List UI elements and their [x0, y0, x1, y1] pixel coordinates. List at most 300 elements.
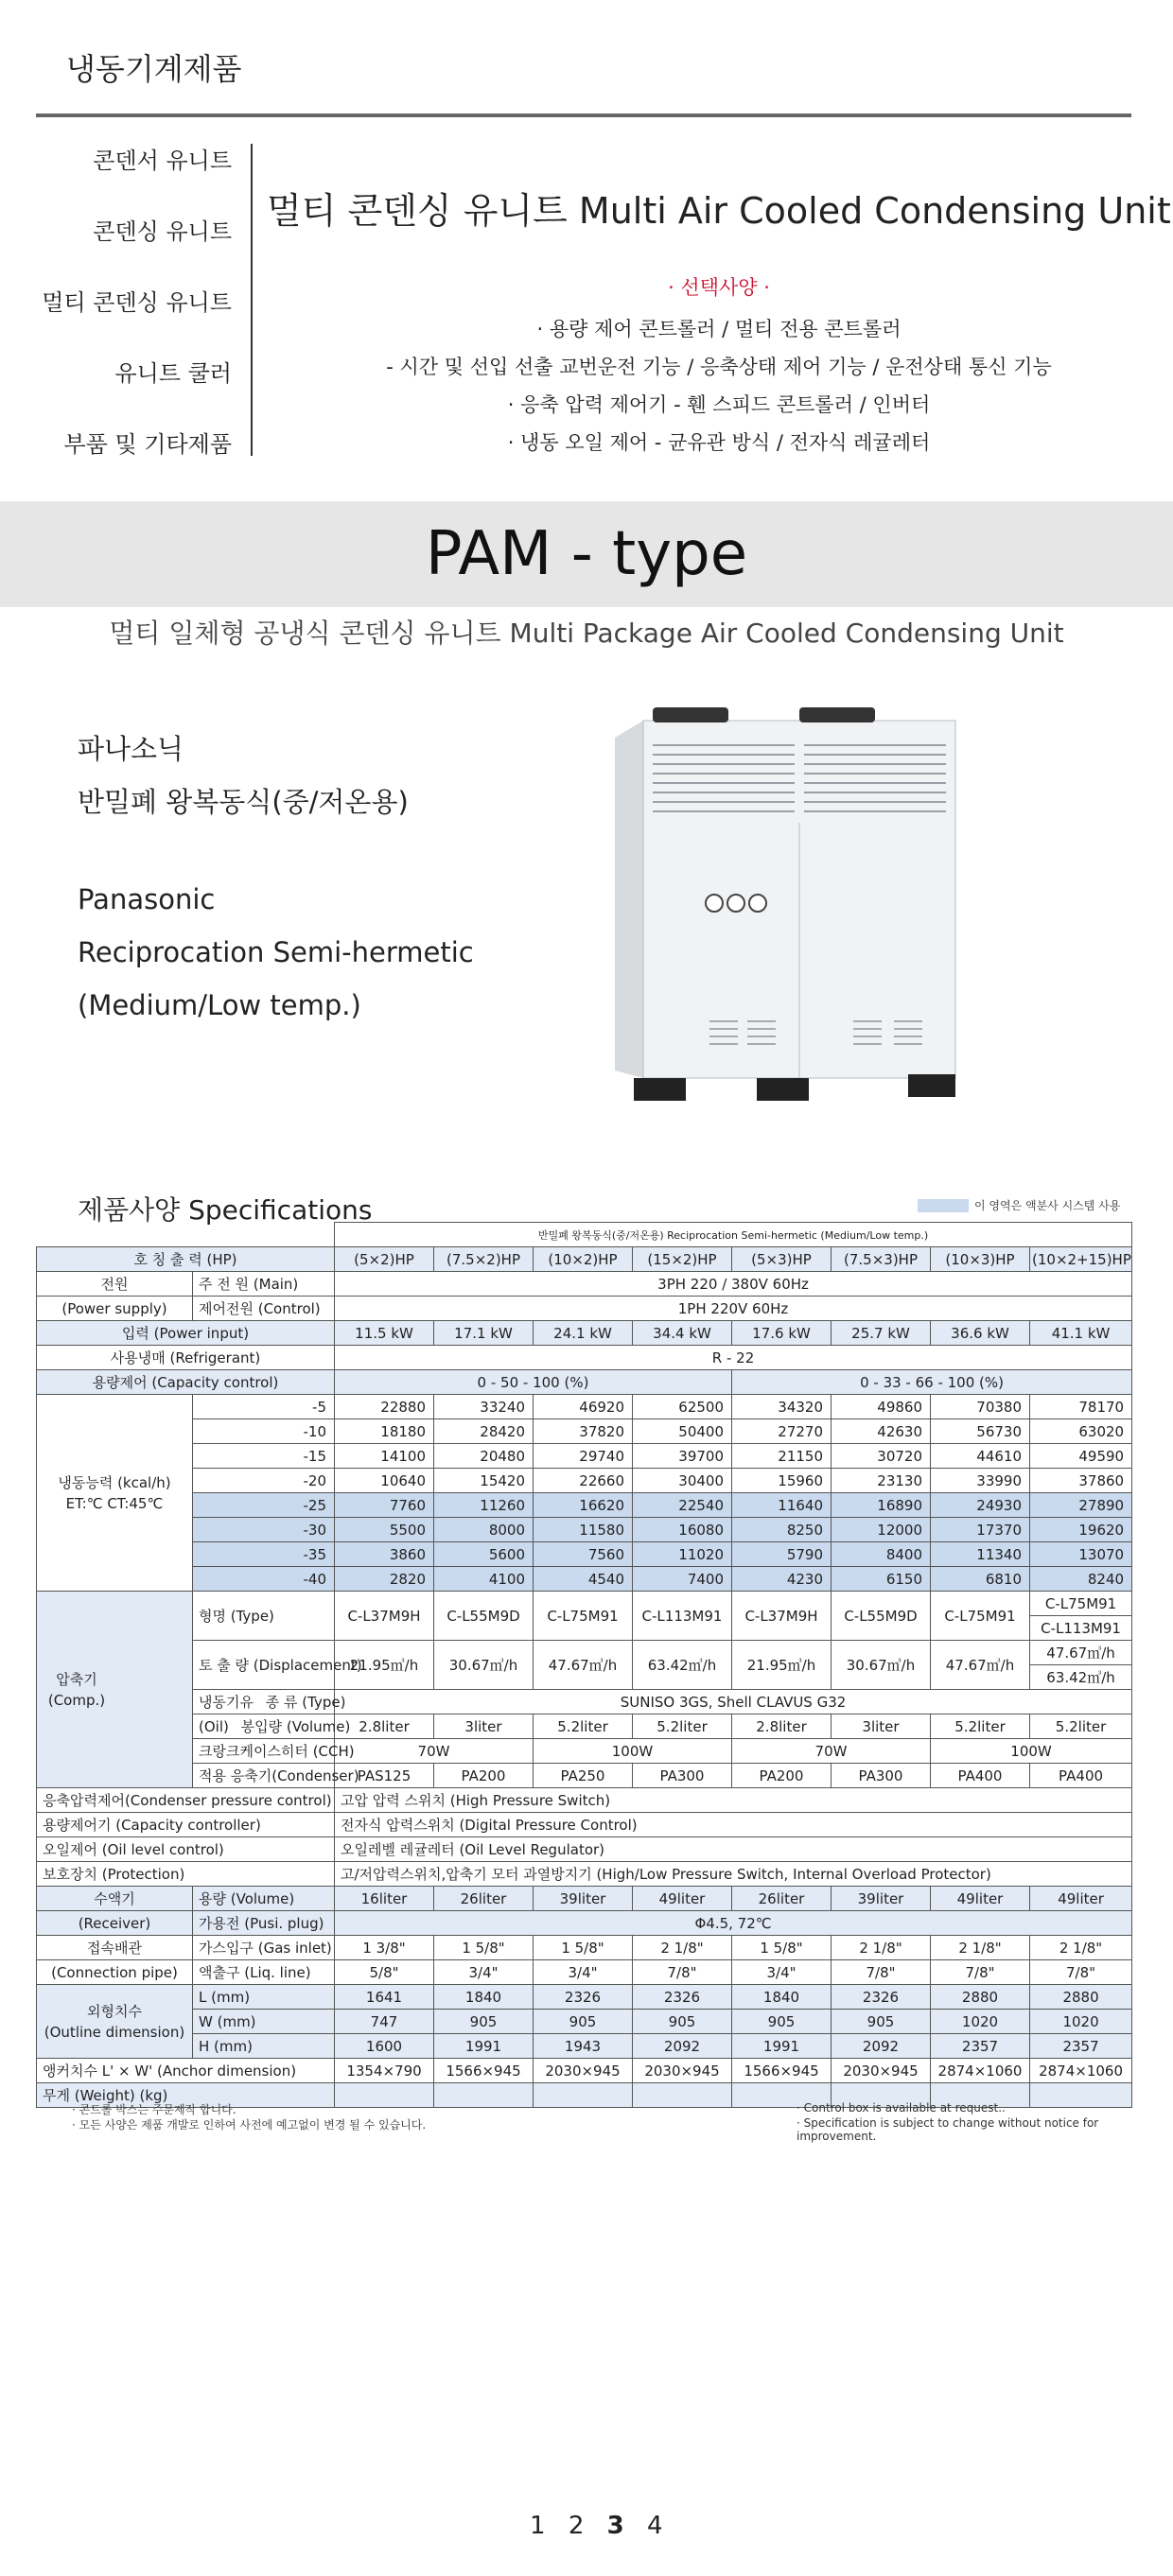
cell: 7/8" — [931, 1960, 1030, 1985]
product-title: 멀티 콘덴싱 유니트 Multi Air Cooled Condensing Unit — [267, 190, 1171, 232]
cell: 2326 — [534, 1985, 633, 2010]
cell: 50400 — [633, 1419, 732, 1444]
nav-item-unit-cooler[interactable]: 유니트 쿨러 — [114, 360, 232, 387]
table-row — [37, 2034, 1132, 2059]
table-row — [37, 1493, 1132, 1518]
cell: 6150 — [832, 1567, 931, 1592]
cell: 1 3/8" — [335, 1936, 434, 1960]
row-label: W (mm) — [193, 2010, 335, 2034]
cell: C-L113M91 — [633, 1592, 732, 1641]
cell: 5.2liter — [1030, 1714, 1132, 1739]
cell: (5×2)HP — [335, 1247, 434, 1272]
cell: 8400 — [832, 1542, 931, 1567]
cell: 15960 — [732, 1469, 832, 1493]
cell: 63020 — [1030, 1419, 1132, 1444]
cell: 47.67㎥/h — [534, 1641, 633, 1690]
cell: 905 — [633, 2010, 732, 2034]
cell: 3liter — [832, 1714, 931, 1739]
capacity-condition: ET:℃ CT:45℃ — [65, 1494, 164, 1512]
cell: PA300 — [633, 1764, 732, 1788]
cell: 22540 — [633, 1493, 732, 1518]
cell: 16liter — [335, 1887, 434, 1911]
cell: (10×2+15)HP — [1030, 1247, 1132, 1272]
cell: 70W — [335, 1739, 534, 1764]
row-label: (Power supply) — [37, 1297, 193, 1321]
et-label: -35 — [193, 1542, 335, 1567]
cell: 70W — [732, 1739, 931, 1764]
et-label: -40 — [193, 1567, 335, 1592]
cell: 3/4" — [534, 1960, 633, 1985]
table-row — [37, 1592, 1132, 1616]
cell: 1840 — [434, 1985, 534, 2010]
cell: 11.5 kW — [335, 1321, 434, 1346]
cell: 24.1 kW — [534, 1321, 633, 1346]
row-label: (Receiver) — [37, 1911, 193, 1936]
cell: 6810 — [931, 1567, 1030, 1592]
cell: 전자식 압력스위치 (Digital Pressure Control) — [335, 1813, 1132, 1837]
row-label: 가스입구 (Gas inlet) — [193, 1936, 335, 1960]
cell: (10×3)HP — [931, 1247, 1030, 1272]
pagination — [526, 2512, 671, 2540]
cell: 905 — [534, 2010, 633, 2034]
cell: 37860 — [1030, 1469, 1132, 1493]
cell: 1 5/8" — [732, 1936, 832, 1960]
capacity-label: 냉동능력 (kcal/h) — [58, 1473, 171, 1491]
cell: 1354×790 — [335, 2059, 434, 2083]
cell: C-L75M91 — [534, 1592, 633, 1641]
cell: 2357 — [1030, 2034, 1132, 2059]
cell: 2880 — [1030, 1985, 1132, 2010]
table-row — [37, 2010, 1132, 2034]
oil-label: 냉동기유 — [199, 1694, 254, 1711]
cell: 2357 — [931, 2034, 1030, 2059]
cell: 44610 — [931, 1444, 1030, 1469]
cell: 1566×945 — [732, 2059, 832, 2083]
table-row — [37, 1641, 1132, 1665]
oil-label-en: (Oil) — [199, 1718, 229, 1735]
cell: C-L75M91 — [1030, 1592, 1132, 1616]
cell: 21150 — [732, 1444, 832, 1469]
cell: 1PH 220V 60Hz — [335, 1297, 1132, 1321]
side-nav — [38, 142, 232, 496]
cell: 46920 — [534, 1395, 633, 1419]
comp-label-en: (Comp.) — [47, 1691, 106, 1709]
cell: 7760 — [335, 1493, 434, 1518]
cell: 7560 — [534, 1542, 633, 1567]
cell: 49liter — [633, 1887, 732, 1911]
row-label: 사용냉매 (Refrigerant) — [37, 1346, 335, 1370]
cell: 2 1/8" — [931, 1936, 1030, 1960]
cell: 3860 — [335, 1542, 434, 1567]
cell: 37820 — [534, 1419, 633, 1444]
et-label: -15 — [193, 1444, 335, 1469]
table-corner — [37, 1223, 335, 1247]
cell: 11020 — [633, 1542, 732, 1567]
cell: 5.2liter — [633, 1714, 732, 1739]
cell: 1566×945 — [434, 2059, 534, 2083]
cell: 23130 — [832, 1469, 931, 1493]
maker-en-desc-temp: (Medium/Low temp.) — [78, 989, 361, 1021]
table-row — [37, 1960, 1132, 1985]
row-label — [193, 1714, 351, 1739]
maker-en-name: Panasonic — [78, 883, 216, 915]
nav-item-parts[interactable]: 부품 및 기타제품 — [63, 431, 232, 458]
cell: (10×2)HP — [534, 1247, 633, 1272]
row-label: L (mm) — [193, 1985, 335, 2010]
model-band — [0, 501, 1173, 607]
cell: C-L37M9H — [732, 1592, 832, 1641]
footnote-en-2: · Specification is subject to change without notice for improvement. — [797, 2116, 1099, 2143]
option-line: - 시간 및 선입 선출 교번운전 기능 / 응축상태 제어 기능 / 운전상태 통신 기능 — [386, 356, 1052, 378]
et-label: -20 — [193, 1469, 335, 1493]
cell: 4540 — [534, 1567, 633, 1592]
cell: 1840 — [732, 1985, 832, 2010]
nav-item-condenser-unit[interactable]: 콘덴서 유니트 — [93, 148, 232, 174]
cell: 29740 — [534, 1444, 633, 1469]
cell: 2092 — [633, 2034, 732, 2059]
cell: 21.95㎥/h — [335, 1641, 434, 1690]
cell: 70380 — [931, 1395, 1030, 1419]
cell: 27890 — [1030, 1493, 1132, 1518]
footnote-kr-2: · 모든 사양은 제품 개발로 인하여 사전에 예고없이 변경 될 수 있습니다. — [72, 2118, 427, 2132]
cell: 3/4" — [434, 1960, 534, 1985]
table-row — [37, 1911, 1132, 1936]
cell: 1991 — [732, 2034, 832, 2059]
et-label: -5 — [193, 1395, 335, 1419]
cell: 2030×945 — [633, 2059, 732, 2083]
cell: 47.67㎥/h — [931, 1641, 1030, 1690]
cell: 30.67㎥/h — [434, 1641, 534, 1690]
row-label: 무게 (Weight) (kg) — [37, 2083, 335, 2108]
cell — [534, 2083, 633, 2108]
cell: 56730 — [931, 1419, 1030, 1444]
table-row — [37, 1862, 1132, 1887]
cell: 49liter — [1030, 1887, 1132, 1911]
cell: C-L55M9D — [832, 1592, 931, 1641]
cell: 16890 — [832, 1493, 931, 1518]
cell: C-L55M9D — [434, 1592, 534, 1641]
et-label: -25 — [193, 1493, 335, 1518]
cell: 17370 — [931, 1518, 1030, 1542]
row-label: 용량제어 (Capacity control) — [37, 1370, 335, 1395]
table-row — [37, 1444, 1132, 1469]
cell: 22660 — [534, 1469, 633, 1493]
cell: 0 - 33 - 66 - 100 (%) — [732, 1370, 1132, 1395]
cell: 63.42㎥/h — [633, 1641, 732, 1690]
table-row — [37, 1370, 1132, 1395]
cell: 오일레벨 레귤레터 (Oil Level Regulator) — [335, 1837, 1132, 1862]
cell: 4230 — [732, 1567, 832, 1592]
cell: 41.1 kW — [1030, 1321, 1132, 1346]
cell: Φ4.5, 72℃ — [335, 1911, 1132, 1936]
option-line: · 냉동 오일 제어 - 균유관 방식 / 전자식 레귤레터 — [507, 431, 931, 454]
cell: 2 1/8" — [1030, 1936, 1132, 1960]
cell: 47.67㎥/h — [1030, 1641, 1132, 1665]
cell: 14100 — [335, 1444, 434, 1469]
cell: PA200 — [434, 1764, 534, 1788]
cell: 21.95㎥/h — [732, 1641, 832, 1690]
legend-swatch — [918, 1199, 969, 1212]
cell: 5.2liter — [534, 1714, 633, 1739]
cell: 5500 — [335, 1518, 434, 1542]
cell: 11580 — [534, 1518, 633, 1542]
cell: 30.67㎥/h — [832, 1641, 931, 1690]
cell: 16620 — [534, 1493, 633, 1518]
cell: 30720 — [832, 1444, 931, 1469]
row-label: 적용 응축기(Condenser) — [193, 1764, 335, 1788]
cell: PA300 — [832, 1764, 931, 1788]
nav-item-multi-condensing-unit[interactable]: 멀티 콘덴싱 유니트 — [42, 289, 232, 316]
cell: 49liter — [931, 1887, 1030, 1911]
cell: SUNISO 3GS, Shell CLAVUS G32 — [335, 1690, 1132, 1714]
cell: 7/8" — [633, 1960, 732, 1985]
cell: 5600 — [434, 1542, 534, 1567]
options-list — [369, 272, 1069, 461]
cell: 26liter — [434, 1887, 534, 1911]
cell: 22880 — [335, 1395, 434, 1419]
cell: 고/저압력스위치,압축기 모터 과열방지기 (High/Low Pressure Switch, Internal Overload Protector) — [335, 1862, 1132, 1887]
page-link-4[interactable]: 4 — [646, 2512, 667, 2540]
cell: 2 1/8" — [832, 1936, 931, 1960]
cell: 15420 — [434, 1469, 534, 1493]
cell: 1 5/8" — [434, 1936, 534, 1960]
cell: 12000 — [832, 1518, 931, 1542]
oil-type-label: 종 류 (Type) — [265, 1694, 346, 1711]
row-label: 수액기 — [37, 1887, 193, 1911]
table-row — [37, 1764, 1132, 1788]
cell: 11260 — [434, 1493, 534, 1518]
row-label: 주 전 원 (Main) — [193, 1272, 335, 1297]
cell — [335, 2083, 434, 2108]
cell: 78170 — [1030, 1395, 1132, 1419]
cell: PA250 — [534, 1764, 633, 1788]
row-label: H (mm) — [193, 2034, 335, 2059]
table-row — [37, 1346, 1132, 1370]
row-label: 호 칭 출 력 (HP) — [37, 1247, 335, 1272]
et-label: -30 — [193, 1518, 335, 1542]
table-row — [37, 1739, 1132, 1764]
cell: 1991 — [434, 2034, 534, 2059]
cell: C-L37M9H — [335, 1592, 434, 1641]
cell: 8240 — [1030, 1567, 1132, 1592]
row-label: (Connection pipe) — [37, 1960, 193, 1985]
comp-label: 압축기 — [56, 1670, 97, 1688]
cell: 7400 — [633, 1567, 732, 1592]
cell: 1 5/8" — [534, 1936, 633, 1960]
table-row — [37, 1518, 1132, 1542]
option-line: · 응축 압력 제어기 - 휀 스피드 콘트롤러 / 인버터 — [507, 393, 931, 416]
cell: (15×2)HP — [633, 1247, 732, 1272]
cell: 30400 — [633, 1469, 732, 1493]
table-row — [37, 1542, 1132, 1567]
spec-heading: 제품사양 Specifications — [78, 1194, 373, 1226]
table-row — [37, 1788, 1132, 1813]
spec-table — [36, 1222, 1132, 2108]
cell: 8000 — [434, 1518, 534, 1542]
footnote-kr-1: · 콘트롤 박스는 주문제작 합니다. — [72, 2103, 236, 2116]
cell: 2820 — [335, 1567, 434, 1592]
cell: 905 — [434, 2010, 534, 2034]
cell: PA400 — [931, 1764, 1030, 1788]
cell: 7/8" — [832, 1960, 931, 1985]
cell — [1030, 2083, 1132, 2108]
cell: 26liter — [732, 1887, 832, 1911]
row-label: 응축압력제어(Condenser pressure control) — [37, 1788, 335, 1813]
table-row — [37, 1247, 1132, 1272]
oil-volume-label: 봉입량 (Volume) — [240, 1718, 351, 1735]
table-row — [37, 1272, 1132, 1297]
cell: 8250 — [732, 1518, 832, 1542]
row-label: 토 출 량 (Displacement) — [193, 1641, 335, 1690]
table-row — [37, 2059, 1132, 2083]
cell: 2874×1060 — [931, 2059, 1030, 2083]
cell: 7/8" — [1030, 1960, 1132, 1985]
cell: (7.5×3)HP — [832, 1247, 931, 1272]
cell: 고압 압력 스위치 (High Pressure Switch) — [335, 1788, 1132, 1813]
compressor-type-header: 반밀폐 왕복동식(중/저온용) Reciprocation Semi-hermetic (Medium/Low temp.) — [335, 1223, 1132, 1247]
cell: 28420 — [434, 1419, 534, 1444]
row-label: 오일제어 (Oil level control) — [37, 1837, 335, 1862]
table-row — [37, 1469, 1132, 1493]
maker-en-desc: Reciprocation Semi-hermetic — [78, 936, 474, 968]
cell: 2874×1060 — [1030, 2059, 1132, 2083]
cell: 1020 — [1030, 2010, 1132, 2034]
cell: 2326 — [633, 1985, 732, 2010]
cell: 1600 — [335, 2034, 434, 2059]
cell: 2092 — [832, 2034, 931, 2059]
cell: 10640 — [335, 1469, 434, 1493]
table-row — [37, 1887, 1132, 1911]
cell: 905 — [832, 2010, 931, 2034]
table-row — [37, 1714, 1132, 1739]
cell: 25.7 kW — [832, 1321, 931, 1346]
cell: 20480 — [434, 1444, 534, 1469]
row-label — [37, 1985, 193, 2059]
cell: (7.5×2)HP — [434, 1247, 534, 1272]
cell: 49860 — [832, 1395, 931, 1419]
cell — [434, 2083, 534, 2108]
cell: 2030×945 — [832, 2059, 931, 2083]
cell: 33990 — [931, 1469, 1030, 1493]
cell: 24930 — [931, 1493, 1030, 1518]
nav-divider — [251, 144, 253, 456]
row-label: 보호장치 (Protection) — [37, 1862, 335, 1887]
cell: 3liter — [434, 1714, 534, 1739]
cell: (5×3)HP — [732, 1247, 832, 1272]
page-link-1[interactable]: 1 — [530, 2512, 550, 2540]
maker-kr-desc: 반밀폐 왕복동식(중/저온용) — [78, 786, 409, 818]
table-row — [37, 1297, 1132, 1321]
cell: 39700 — [633, 1444, 732, 1469]
page-link-3-current[interactable]: 3 — [606, 2512, 628, 2540]
cell: 33240 — [434, 1395, 534, 1419]
cell: 63.42㎥/h — [1030, 1665, 1132, 1690]
row-label: 전원 — [37, 1272, 193, 1297]
cell: 0 - 50 - 100 (%) — [335, 1370, 732, 1395]
cell: 1020 — [931, 2010, 1030, 2034]
cell: 5.2liter — [931, 1714, 1030, 1739]
cell — [633, 2083, 732, 2108]
legend-text: 이 영역은 액분사 시스템 사용 — [974, 1199, 1121, 1212]
table-row — [37, 1567, 1132, 1592]
product-photo — [605, 700, 984, 1106]
table-row — [37, 1985, 1132, 2010]
cell: 5790 — [732, 1542, 832, 1567]
cell: 2326 — [832, 1985, 931, 2010]
row-label — [193, 1690, 346, 1714]
cell: 2 1/8" — [633, 1936, 732, 1960]
cell: 39liter — [832, 1887, 931, 1911]
table-row — [37, 1690, 1132, 1714]
row-label: 용량 (Volume) — [193, 1887, 335, 1911]
options-title: · 선택사양 · — [668, 276, 770, 299]
cell: 17.1 kW — [434, 1321, 534, 1346]
model-name: PAM - type — [425, 519, 748, 589]
cell: 11340 — [931, 1542, 1030, 1567]
cell: 905 — [732, 2010, 832, 2034]
cell: 100W — [534, 1739, 732, 1764]
row-label — [37, 1592, 193, 1788]
cell: 3PH 220 / 380V 60Hz — [335, 1272, 1132, 1297]
cell: 2030×945 — [534, 2059, 633, 2083]
cell: PA200 — [732, 1764, 832, 1788]
cell: 3/4" — [732, 1960, 832, 1985]
cell: 2.8liter — [335, 1714, 434, 1739]
page-link-2[interactable]: 2 — [568, 2512, 588, 2540]
cell: 62500 — [633, 1395, 732, 1419]
table-row — [37, 1419, 1132, 1444]
row-label: 크랑크케이스히터 (CCH) — [193, 1739, 335, 1764]
row-label: 액출구 (Liq. line) — [193, 1960, 335, 1985]
table-row — [37, 1395, 1132, 1419]
cell: C-L75M91 — [931, 1592, 1030, 1641]
cell: 13070 — [1030, 1542, 1132, 1567]
cell: 2.8liter — [732, 1714, 832, 1739]
cell: 18180 — [335, 1419, 434, 1444]
footnote-en-1: · Control box is available at request.. — [797, 2101, 1006, 2115]
row-label: 입력 (Power input) — [37, 1321, 335, 1346]
header-divider — [36, 113, 1131, 117]
row-label: 제어전원 (Control) — [193, 1297, 335, 1321]
row-label: 용량제어기 (Capacity controller) — [37, 1813, 335, 1837]
cell: 5/8" — [335, 1960, 434, 1985]
cell: 17.6 kW — [732, 1321, 832, 1346]
cell: 100W — [931, 1739, 1132, 1764]
table-row — [37, 1813, 1132, 1837]
cell: 16080 — [633, 1518, 732, 1542]
cell: 34320 — [732, 1395, 832, 1419]
cell: 747 — [335, 2010, 434, 2034]
table-row — [37, 1837, 1132, 1862]
cell: 27270 — [732, 1419, 832, 1444]
nav-item-condensing-unit[interactable]: 콘덴싱 유니트 — [93, 218, 232, 245]
cell: 42630 — [832, 1419, 931, 1444]
cell: 19620 — [1030, 1518, 1132, 1542]
cell: 49590 — [1030, 1444, 1132, 1469]
table-row — [37, 1321, 1132, 1346]
row-label: 형명 (Type) — [193, 1592, 335, 1641]
cell: 39liter — [534, 1887, 633, 1911]
table-row — [37, 1936, 1132, 1960]
row-label — [37, 1395, 193, 1592]
cell: 11640 — [732, 1493, 832, 1518]
cell: 4100 — [434, 1567, 534, 1592]
cell: C-L113M91 — [1030, 1616, 1132, 1641]
cell: PA400 — [1030, 1764, 1132, 1788]
option-line: · 용량 제어 콘트롤러 / 멀티 전용 콘트롤러 — [536, 318, 902, 340]
dimension-label: 외형치수 — [87, 2002, 142, 2020]
cell: R - 22 — [335, 1346, 1132, 1370]
